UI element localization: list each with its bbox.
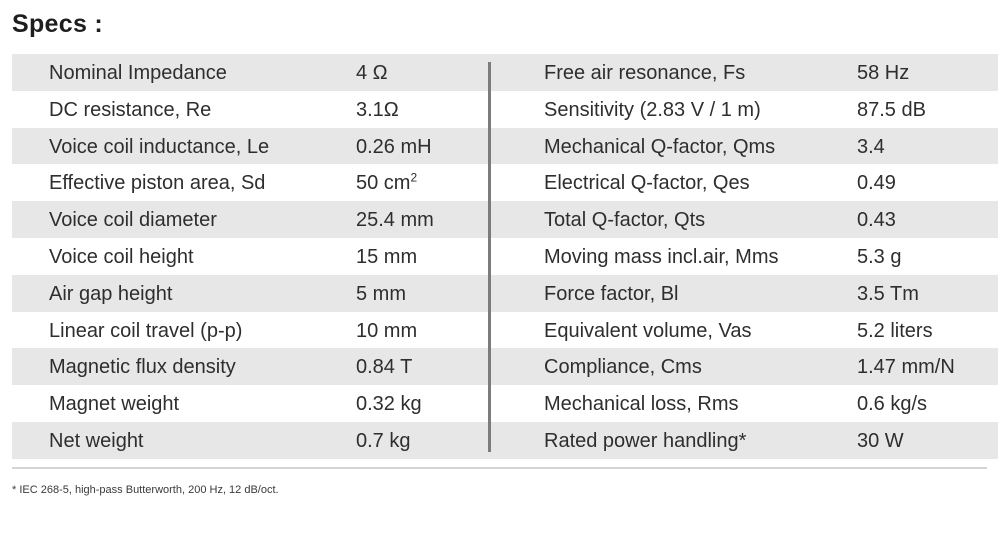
- spec-value: 5.2 liters: [857, 319, 933, 342]
- spec-label: Compliance, Cms: [544, 356, 702, 379]
- spec-value: 5.3 g: [857, 245, 902, 268]
- specs-table: [12, 54, 998, 459]
- spec-value: 4 Ω: [356, 62, 388, 84]
- spec-value-text: 50 cm: [356, 172, 411, 195]
- footnote-divider: [12, 467, 987, 469]
- spec-label: Magnet weight: [49, 393, 180, 416]
- spec-label: Free air resonance, Fs: [544, 62, 746, 84]
- page-title: Specs :: [12, 10, 104, 38]
- spec-label: Air gap height: [49, 282, 173, 305]
- column-divider: [488, 62, 491, 452]
- spec-value: 87.5 dB: [857, 98, 926, 121]
- spec-value: 25.4 mm: [356, 209, 434, 232]
- table-row: [12, 164, 998, 201]
- spec-label: Magnetic flux density: [49, 356, 236, 379]
- footnote: * IEC 268-5, high-pass Butterworth, 200 Hz, 12 dB/oct.: [12, 484, 279, 496]
- spec-label: Voice coil inductance, Le: [49, 135, 270, 158]
- table-row: [12, 275, 998, 312]
- spec-label: DC resistance, Re: [49, 98, 212, 121]
- table-row: [12, 312, 998, 349]
- spec-label: Electrical Q-factor, Qes: [544, 172, 750, 195]
- spec-label: Total Q-factor, Qts: [544, 209, 706, 232]
- spec-value: 15 mm: [356, 245, 418, 268]
- superscript: 2: [410, 170, 418, 185]
- spec-value: 0.43: [857, 209, 896, 232]
- spec-value: 3.5 Tm: [857, 282, 919, 305]
- spec-value: 0.84 T: [356, 356, 413, 379]
- spec-value: 1.47 mm/N: [857, 356, 955, 379]
- spec-label: Force factor, Bl: [544, 282, 679, 305]
- spec-value: 58 Hz: [857, 62, 910, 84]
- spec-label: Mechanical Q-factor, Qms: [544, 135, 776, 158]
- spec-value: [356, 164, 417, 201]
- table-row: [12, 238, 998, 275]
- spec-label: Rated power handling*: [544, 429, 747, 452]
- spec-label: Effective piston area, Sd: [49, 172, 266, 195]
- table-row: [12, 54, 998, 91]
- spec-label: Equivalent volume, Vas: [544, 319, 752, 342]
- table-row: [12, 385, 998, 422]
- spec-label: Nominal Impedance: [49, 62, 227, 84]
- spec-label: Mechanical loss, Rms: [544, 393, 739, 416]
- spec-label: Moving mass incl.air, Mms: [544, 245, 779, 268]
- spec-value: 10 mm: [356, 319, 418, 342]
- spec-label: Voice coil diameter: [49, 209, 217, 232]
- spec-value: 0.49: [857, 172, 896, 195]
- spec-value: 0.26 mH: [356, 135, 432, 158]
- table-row: [12, 348, 998, 385]
- spec-value: 0.32 kg: [356, 393, 422, 416]
- table-row: [12, 422, 998, 459]
- spec-label: Net weight: [49, 429, 144, 452]
- spec-value: 30 W: [857, 429, 904, 452]
- spec-value: 3.4: [857, 135, 885, 158]
- spec-label: Voice coil height: [49, 245, 194, 268]
- spec-value: 0.7 kg: [356, 429, 411, 452]
- spec-value: 5 mm: [356, 282, 406, 305]
- spec-value: 3.1Ω: [356, 98, 399, 121]
- spec-value: 0.6 kg/s: [857, 393, 928, 416]
- table-row: [12, 201, 998, 238]
- table-row: [12, 128, 998, 165]
- spec-label: Sensitivity (2.83 V / 1 m): [544, 98, 761, 121]
- table-row: [12, 91, 998, 128]
- spec-label: Linear coil travel (p-p): [49, 319, 243, 342]
